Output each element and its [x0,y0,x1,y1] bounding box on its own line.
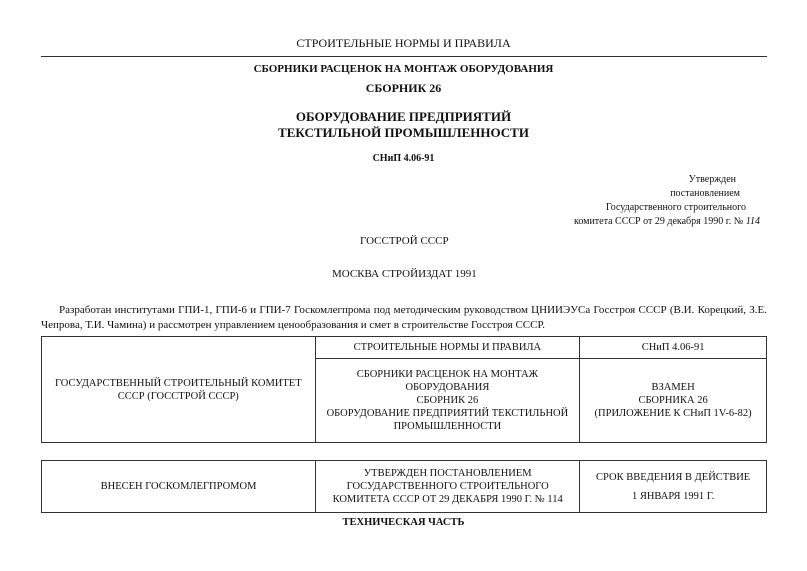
header-rule [41,56,767,57]
committee-cell: ГОСУДАРСТВЕННЫЙ СТРОИТЕЛЬНЫЙ КОМИТЕТ СССР (ГОССТРОЙ СССР) [42,337,316,443]
approval-line: Государственного строительного [605,202,746,213]
gosstroy-label: ГОССТРОЙ СССР [360,235,449,247]
effective-date-cell [580,461,767,513]
info-table [41,336,767,443]
approval-date: комитета СССР от 29 декабря 1990 г. № [573,216,744,227]
publisher-line: МОСКВА СТРОЙИЗДАТ 1991 [332,268,477,280]
sbornik-number: СБОРНИК 26 [365,81,442,95]
collection-cell-line: ОБОРУДОВАНИЕ ПРЕДПРИЯТИЙ ТЕКСТИЛЬНОЙ ПРОМЫШЛЕННОСТИ [326,408,569,432]
replaces-cell [580,359,767,443]
effective-date-line: СРОК ВВЕДЕНИЯ В ДЕЙСТВИЕ [596,471,751,483]
introduced-cell: ВНЕСЕН ГОСКОМЛЕГПРОМОМ [42,461,316,513]
approval-block [530,173,760,229]
replaces-cell-line: ВЗАМЕН [651,382,695,393]
document-title-line1: ОБОРУДОВАНИЕ ПРЕДПРИЯТИЙ [295,109,512,124]
collection-title: СБОРНИКИ РАСЦЕНОК НА МОНТАЖ ОБОРУДОВАНИЯ [253,63,554,75]
collection-cell [315,359,580,443]
top-title: СТРОИТЕЛЬНЫЕ НОРМЫ И ПРАВИЛА [296,36,511,50]
effective-date-line: 1 ЯНВАРЯ 1991 Г. [631,490,715,502]
approval-table [41,460,767,513]
snip-cell: СНиП 4.06-91 [580,337,767,359]
collection-cell-line: СБОРНИК 26 [416,395,479,406]
approval-number: 114 [745,216,760,227]
approval-line [530,215,760,229]
collection-cell-line: СБОРНИКИ РАСЦЕНОК НА МОНТАЖ ОБОРУДОВАНИЯ [356,369,539,393]
replaces-cell-line: СБОРНИКА 26 [638,395,708,406]
approved-cell: УТВЕРЖДЕН ПОСТАНОВЛЕНИЕМ ГОСУДАРСТВЕННОГО СТРОИТЕЛЬНОГО КОМИТЕТА СССР ОТ 29 ДЕКАБРЯ 1990 Г. № 114 [316,461,580,513]
document-title-line2: ТЕКСТИЛЬНОЙ ПРОМЫШЛЕННОСТИ [278,125,529,140]
replaces-cell-line: (ПРИЛОЖЕНИЕ К СНиП 1V-6-82) [594,408,752,419]
section-heading: ТЕХНИЧЕСКАЯ ЧАСТЬ [342,517,465,528]
norms-cell: СТРОИТЕЛЬНЫЕ НОРМЫ И ПРАВИЛА [315,337,580,359]
approval-line: постановлением [670,188,740,199]
document-code: СНиП 4.06-91 [372,153,435,164]
approval-line: Утвержден [688,174,736,185]
developed-paragraph: Разработан институтами ГПИ-1, ГПИ-6 и ГПИ-7 Госкомлегпрома под методическим руководством ЦНИИЭУСа Госстроя СССР (В.И. Корецкий, З.Е. Чепрова, Т.И. Чамина) и рассмотрен управлением ценообразования и смет в строительстве Госстроя СССР. [41,304,767,331]
